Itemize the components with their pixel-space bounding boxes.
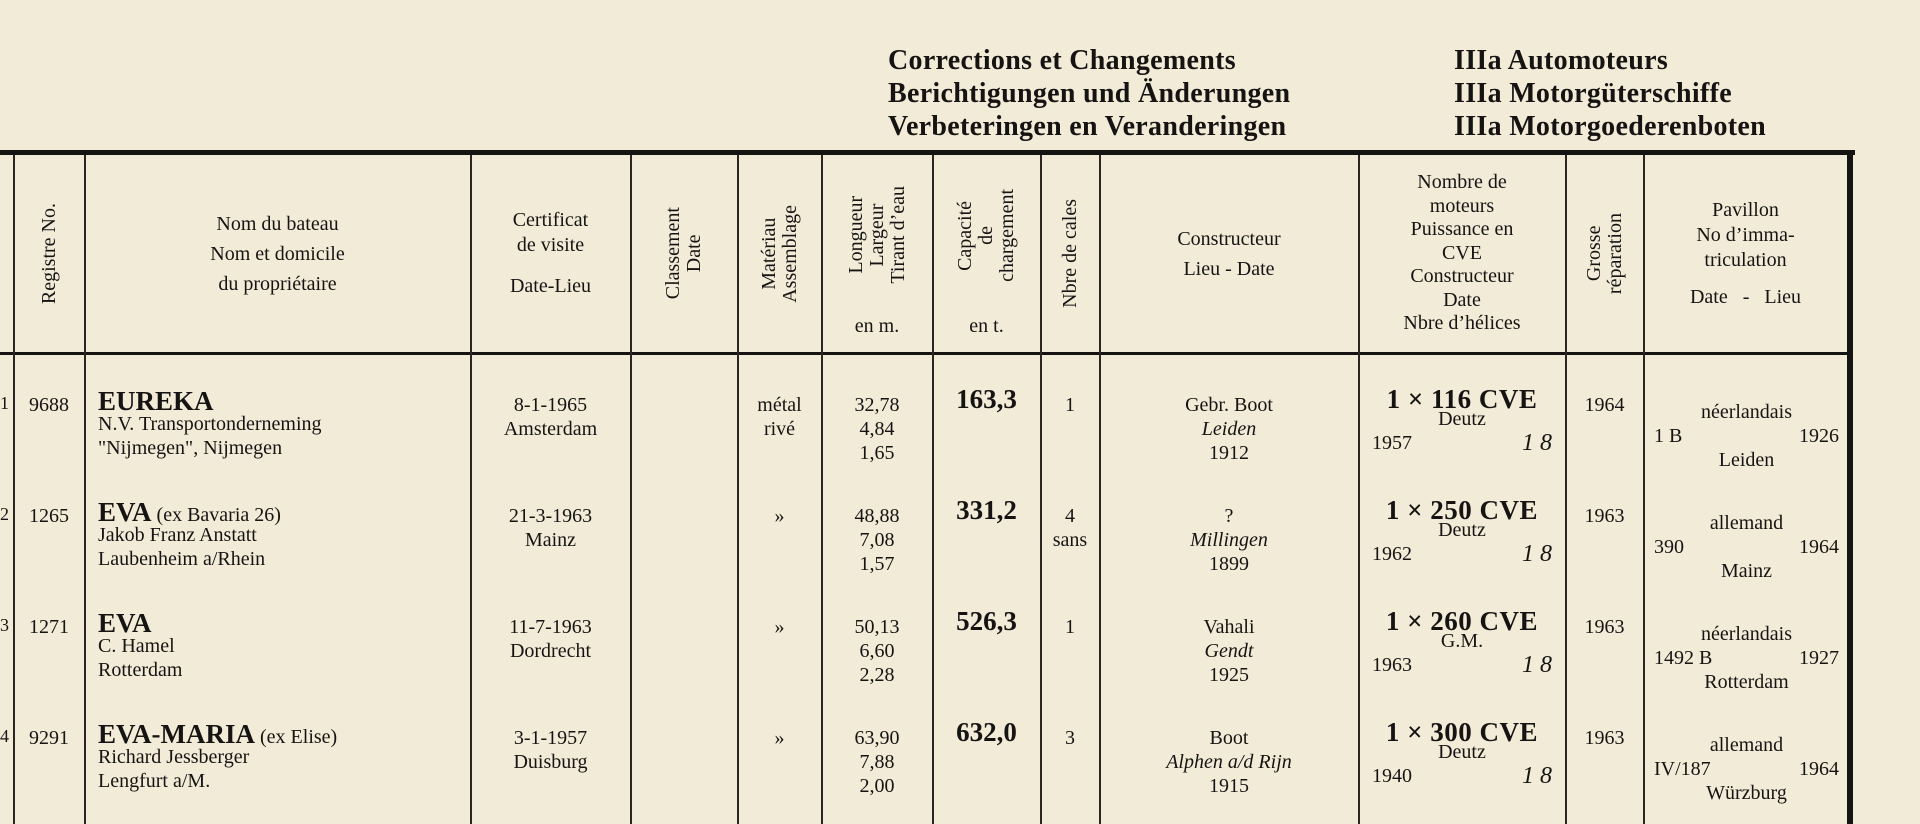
certificate: 3-1-1957 Duisburg — [513, 727, 588, 773]
header-registre: Registre No. — [37, 202, 60, 305]
boat-name-block — [98, 608, 183, 682]
holds: 1 — [1065, 394, 1075, 416]
holds: 1 — [1065, 616, 1075, 638]
capacity: 331,2 — [956, 495, 1017, 525]
material: métal rivé — [757, 394, 802, 440]
owner-name: Richard Jessberger — [98, 746, 250, 768]
row-number: 1 — [0, 393, 9, 413]
holds: 4 sans — [1052, 505, 1088, 551]
headline-left-2: Berichtigungen und Änderungen — [888, 78, 1291, 109]
dimensions: 48,88 7,08 1,57 — [854, 505, 900, 575]
boat-name: EVA-MARIA — [98, 719, 256, 749]
row-number: 4 — [0, 726, 9, 746]
flag-registration: néerlandais 1 B 1926 Leiden — [1654, 401, 1839, 471]
headline-left-3: Verbeteringen en Veranderingen — [888, 111, 1287, 142]
header-nom: Nom du bateau Nom et domicile du propriétaire — [210, 212, 345, 295]
flag-registration: allemand IV/187 1964 Würzburg — [1654, 734, 1839, 804]
page-headline — [888, 44, 1766, 143]
boat-name-block: EVA-MARIA (ex Elise) Richard Jessberger Lengfurt a/M. — [98, 719, 338, 792]
header-certificat: Certificat de visite Date-Lieu — [509, 209, 592, 297]
certificate: 11-7-1963 Dordrecht — [509, 616, 592, 662]
owner-domicile: Lengfurt a/M. — [98, 770, 211, 792]
builder: Boot Alphen a/d Rijn 1915 — [1166, 727, 1292, 797]
registre-number: 9291 — [29, 727, 69, 749]
header-moteurs: Nombre de moteurs Puissance en CVE Constructeur Date Nbre d’hélices — [1403, 171, 1521, 335]
header-bottom-rule — [0, 352, 1847, 355]
capacity: 526,3 — [956, 606, 1017, 636]
engine: 1 × 260 CVE G.M. 1963 1 8 — [1372, 606, 1552, 678]
boat-name-block — [98, 386, 322, 460]
material: » — [774, 616, 785, 638]
registre-number: 1271 — [29, 616, 69, 638]
dimensions: 50,13 6,60 2,28 — [854, 616, 900, 686]
owner-name: N.V. Transportonderneming — [98, 413, 322, 435]
dimensions-unit: en m. — [854, 315, 900, 337]
material: » — [774, 727, 785, 749]
row-number: 2 — [0, 504, 9, 524]
boat-name: EVA — [98, 608, 152, 638]
material: » — [774, 505, 785, 527]
repair-year: 1963 — [1584, 727, 1625, 749]
table-right-rule — [1847, 150, 1853, 824]
repair-year: 1963 — [1584, 505, 1625, 527]
dimensions: 63,90 7,88 2,00 — [854, 727, 900, 797]
header-classement: Classement Date — [662, 207, 705, 300]
dimensions: 32,78 4,84 1,65 — [854, 394, 900, 464]
engine: 1 × 300 CVE Deutz 1940 1 8 — [1372, 717, 1552, 789]
header-pavillon: Pavillon No d’imma- triculation Date - Lieu — [1689, 198, 1802, 308]
repair-year: 1964 — [1584, 394, 1625, 416]
builder: Vahali Gendt 1925 — [1203, 616, 1255, 686]
header-constructeur: Constructeur Lieu - Date — [1177, 227, 1281, 280]
capacity: 163,3 — [956, 384, 1017, 414]
owner-name: Jakob Franz Anstatt — [98, 524, 257, 546]
certificate: 8-1-1965 Amsterdam — [503, 394, 598, 440]
owner-domicile: Laubenheim a/Rhein — [98, 548, 266, 570]
row-number: 3 — [0, 615, 9, 635]
flag-registration: allemand 390 1964 Mainz — [1654, 512, 1839, 582]
headline-left-1: Corrections et Changements — [888, 45, 1236, 76]
registre-number: 9688 — [29, 394, 69, 416]
builder: Gebr. Boot Leiden 1912 — [1185, 394, 1273, 464]
repair-year: 1963 — [1584, 616, 1625, 638]
headline-right-2: IIIa Motorgüterschiffe — [1454, 78, 1732, 109]
capacite-unit: en t. — [969, 315, 1004, 337]
engine: 1 × 116 CVE Deutz 1957 1 8 — [1372, 384, 1552, 456]
boat-name-block: EVA (ex Bavaria 26) Jakob Franz Anstatt Laubenheim a/Rhein — [98, 497, 281, 570]
registre-number: 1265 — [29, 505, 69, 527]
header-materiau: Matériau Assemblage — [757, 204, 801, 303]
boat-name: EUREKA — [98, 386, 214, 416]
header-capacite: Capacité de chargement — [954, 188, 1018, 282]
header-dimensions: Longueur Largeur Tirant d’eau — [844, 186, 909, 284]
header-reparation: Grosse réparation — [1582, 212, 1626, 295]
capacity: 632,0 — [956, 717, 1017, 747]
holds: 3 — [1065, 727, 1075, 749]
headline-right-1: IIIa Automoteurs — [1454, 45, 1669, 76]
boat-name: EVA — [98, 497, 152, 527]
headline-right-3: IIIa Motorgoederenboten — [1454, 111, 1767, 142]
builder: ? Millingen 1899 — [1190, 505, 1268, 575]
owner-name: C. Hamel — [98, 635, 175, 657]
engine: 1 × 250 CVE Deutz 1962 1 8 — [1372, 495, 1552, 567]
owner-domicile: "Nijmegen", Nijmegen — [98, 437, 283, 459]
flag-registration: néerlandais 1492 B 1927 Rotterdam — [1654, 623, 1839, 693]
header-cales: Nbre de cales — [1058, 199, 1081, 308]
owner-domicile: Rotterdam — [98, 659, 183, 681]
certificate: 21-3-1963 Mainz — [508, 505, 593, 551]
